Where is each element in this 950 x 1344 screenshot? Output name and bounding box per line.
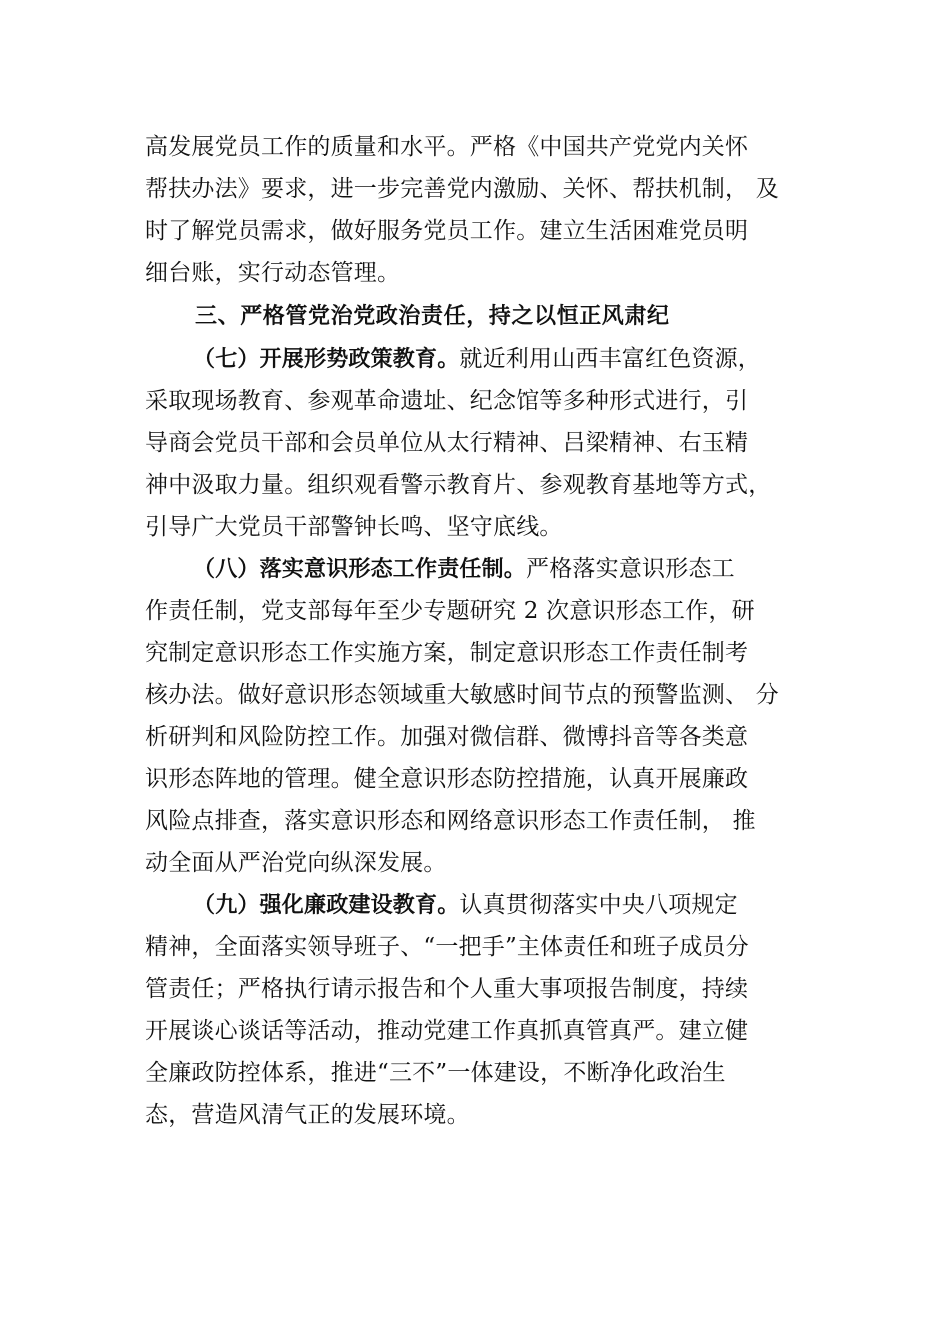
section-heading: 三、严格管党治党政治责任，持之以恒正风肃纪	[195, 304, 670, 329]
paragraph-first-rest: 严格落实意识形态工	[526, 556, 735, 582]
paragraph-first-line	[145, 884, 815, 926]
text-line: 神中汲取力量。组织观看警示教育片、参观教育基地等方式，	[145, 472, 772, 498]
document-body	[145, 126, 815, 1136]
text-line: 高发展党员工作的质量和水平。严格《中国共产党党内关怀	[145, 134, 749, 160]
continued-paragraph	[145, 126, 815, 294]
text-line: 态，营造风清气正的发展环境。	[145, 1102, 470, 1128]
text-line: 导商会党员干部和会员单位从太行精神、吕梁精神、右玉精	[145, 430, 749, 456]
text-line: 动全面从严治党向纵深发展。	[145, 850, 447, 876]
text-line: 全廉政防控体系，推进“三不”一体建设，不断净化政治生	[145, 1060, 726, 1086]
paragraph-7	[145, 338, 815, 548]
text-line: 析研判和风险防控工作。加强对微信群、微博抖音等各类意	[145, 724, 749, 750]
paragraph-9	[145, 884, 815, 1136]
text-line: 采取现场教育、参观革命遗址、纪念馆等多种形式进行，引	[145, 388, 749, 414]
paragraph-lead: （七）开展形势政策教育。	[193, 347, 460, 372]
paragraph-first-line	[145, 338, 815, 380]
text-line: 作责任制，党支部每年至少专题研究 2 次意识形态工作，研	[145, 598, 755, 624]
text-line: 引导广大党员干部警钟长鸣、坚守底线。	[145, 514, 563, 540]
text-line: 究制定意识形态工作实施方案，制定意识形态工作责任制考	[145, 640, 749, 666]
text-line: 核办法。做好意识形态领域重大敏感时间节点的预警监测、 分	[145, 682, 779, 708]
text-line: 管责任；严格执行请示报告和个人重大事项报告制度，持续	[145, 976, 749, 1002]
text-line: 精神，全面落实领导班子、“一把手”主体责任和班子成员分	[145, 934, 749, 960]
text-line: 开展谈心谈话等活动，推动党建工作真抓真管真严。建立健	[145, 1018, 749, 1044]
paragraph-first-line	[145, 548, 815, 590]
paragraph-8	[145, 548, 815, 884]
text-line: 识形态阵地的管理。健全意识形态防控措施，认真开展廉政	[145, 766, 749, 792]
paragraph-first-rest: 就近利用山西丰富红色资源，	[459, 346, 762, 372]
paragraph-first-rest: 认真贯彻落实中央八项规定	[459, 892, 738, 918]
text-line: 时了解党员需求，做好服务党员工作。建立生活困难党员明	[145, 218, 749, 244]
paragraph-lead: （九）强化廉政建设教育。	[193, 893, 460, 918]
text-line: 风险点排查，落实意识形态和网络意识形态工作责任制， 推	[145, 808, 756, 834]
paragraph-lead: （八）落实意识形态工作责任制。	[193, 557, 527, 582]
text-line: 帮扶办法》要求，进一步完善党内激励、关怀、帮扶机制， 及	[145, 176, 779, 202]
text-line: 细台账，实行动态管理。	[145, 260, 401, 286]
